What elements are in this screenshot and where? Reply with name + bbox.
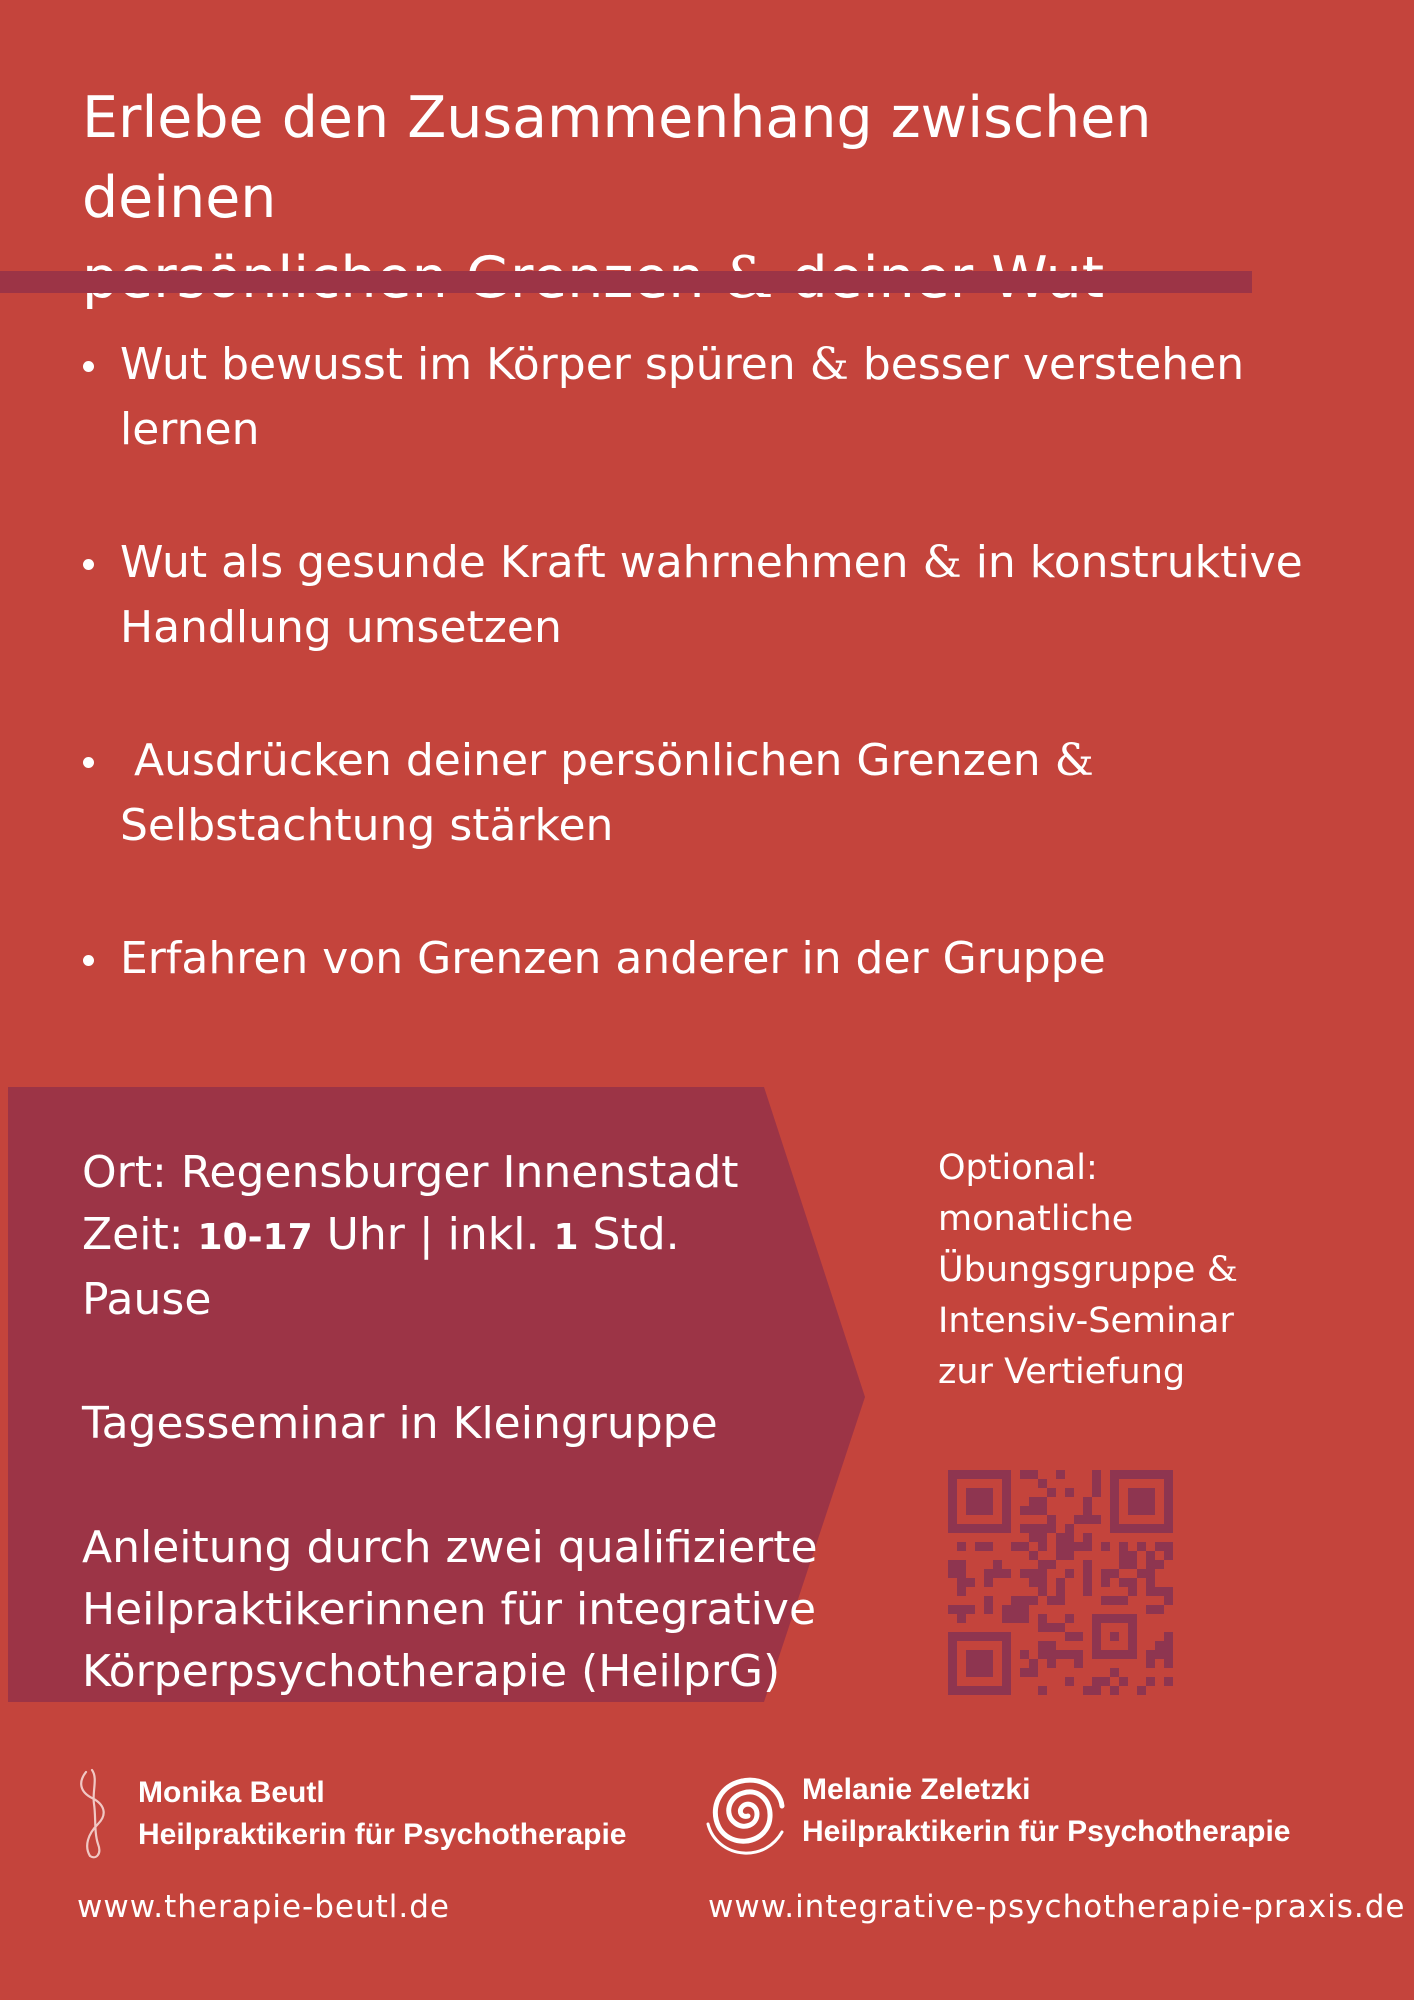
therapist-title: Heilpraktikerin für Psychotherapie [138,1818,627,1851]
guidance-line: Anleitung durch zwei qualifizierte [82,1522,818,1573]
location-label: Ort: [82,1147,167,1198]
bullet-icon [83,955,94,966]
therapist-name: Melanie Zeletzki [802,1773,1031,1806]
therapist-name: Monika Beutl [138,1776,325,1809]
stylized-line-figure-icon [74,1768,114,1860]
seminar-type: Tagesseminar in Kleingruppe [82,1398,718,1449]
optional-ampersand: & [1206,1250,1238,1290]
optional-offer [938,1143,1358,1398]
optional-text: Intensiv-Seminar [938,1301,1234,1341]
optional-text: Übungsgruppe [938,1250,1196,1290]
break-unit: Std. Pause [82,1209,680,1325]
optional-label: Optional: [938,1148,1098,1188]
benefit-text: Selbstachtung stärken [120,800,614,851]
website-link-left[interactable]: www.therapie-beutl.de [77,1889,451,1925]
optional-text: monatliche [938,1199,1134,1239]
benefit-text: Erfahren von Grenzen anderer in der Gruppe [120,933,1106,984]
benefit-text: in konstruktive Handlung umsetzen [120,537,1303,653]
break-number: 1 [553,1217,579,1258]
benefit-ampersand: & [922,537,962,588]
time-separator: | [418,1209,434,1260]
therapist-title: Heilpraktikerin für Psychotherapie [802,1815,1291,1848]
website-link-right[interactable]: www.integrative-psychotherapie-praxis.de [708,1889,1406,1925]
therapist-left [138,1772,627,1856]
header-divider [0,271,1252,293]
benefit-text: Wut als gesunde Kraft wahrnehmen [120,537,909,588]
benefit-text: Wut bewusst im Körper spüren [120,339,796,390]
headline-line1: Erlebe den Zusammenhang zwischen deinen [82,85,1152,231]
guidance-line: Heilpraktikerinnen für integrative [82,1584,817,1635]
benefit-item [120,332,1360,530]
optional-text: zur Vertiefung [938,1352,1186,1392]
bullet-icon [83,757,94,768]
time-incl: inkl. [447,1209,540,1260]
time-unit: Uhr [326,1209,405,1260]
benefit-ampersand: & [809,339,849,390]
time-label: Zeit: [82,1209,184,1260]
benefit-item [120,530,1360,728]
time-line [82,1204,822,1331]
qr-code[interactable] [948,1470,1173,1695]
benefit-list [120,332,1360,1124]
spiral-icon [702,1766,788,1856]
bullet-icon [83,361,94,372]
benefit-ampersand: & [1054,735,1094,786]
location-value: Regensburger Innenstadt [180,1147,739,1198]
benefit-text: besser verstehen lernen [120,339,1245,455]
therapist-right [802,1769,1291,1853]
location-line [82,1142,822,1204]
time-range: 10-17 [197,1217,313,1258]
event-details [82,1142,822,1703]
guidance-line: Körperpsychotherapie (HeilprG) [82,1646,781,1697]
benefit-text: Ausdrücken deiner persönlichen Grenzen [134,735,1041,786]
bullet-icon [83,559,94,570]
benefit-item [120,728,1360,926]
